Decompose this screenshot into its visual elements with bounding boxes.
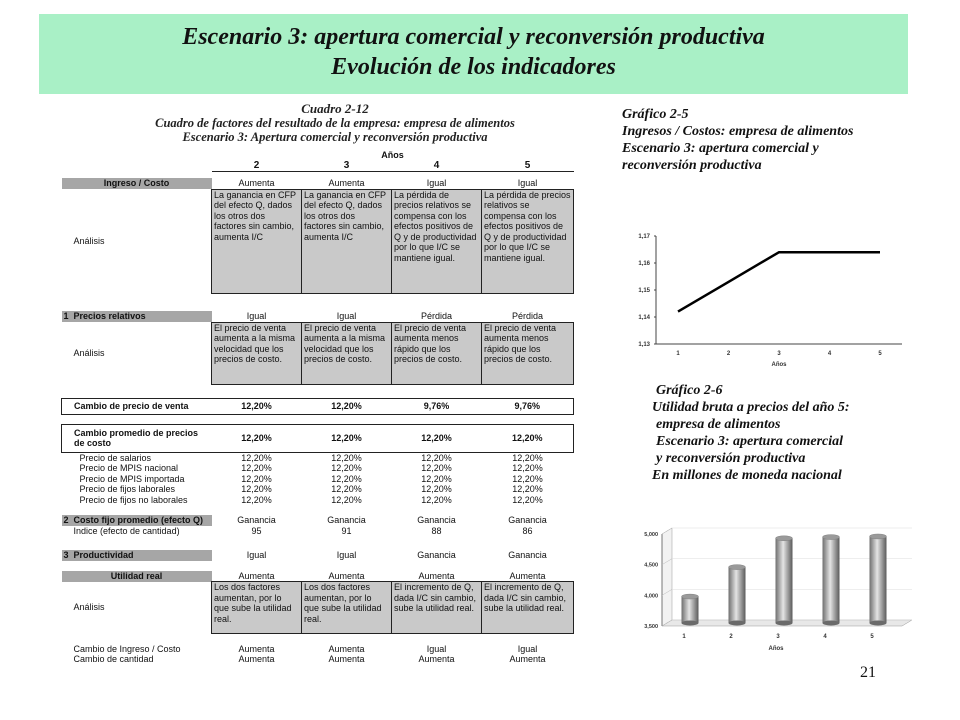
- cell: 12,20%: [392, 424, 482, 452]
- cell: Aumenta: [238, 178, 275, 188]
- cell: 9,76%: [482, 398, 574, 414]
- cell: Aumenta: [328, 654, 365, 664]
- row-number: 1: [63, 311, 69, 321]
- table-title: Cuadro 2-12: [301, 101, 369, 116]
- cell: Ganancia: [417, 515, 456, 525]
- factors-table: [61, 150, 574, 665]
- side-wall: [662, 528, 672, 626]
- cell: El incremento de Q, dada I/C sin cambio, sube la utilidad real.: [482, 582, 574, 634]
- x-tick-label: 1: [682, 634, 686, 640]
- slide-subtitle: Evolución de los indicadores: [331, 54, 616, 80]
- y-tick-label: 3,500: [644, 624, 658, 630]
- cell: Ganancia: [327, 515, 366, 525]
- row-label: Precio de salarios: [79, 452, 152, 463]
- bar-top: [870, 534, 887, 539]
- cell: Aumenta: [238, 570, 275, 581]
- years-label: Años: [381, 150, 404, 160]
- analysis-row: [62, 582, 574, 634]
- row-label: Precio de MPIS nacional: [79, 463, 179, 473]
- x-tick-label: 5: [878, 351, 882, 357]
- analysis-row: [62, 189, 574, 293]
- cell: Igual: [426, 643, 447, 654]
- cell: 12,20%: [512, 473, 543, 484]
- table-row: [62, 474, 574, 485]
- x-tick-label: 5: [870, 634, 874, 640]
- cell: Aumenta: [328, 178, 365, 188]
- bar-base: [823, 621, 840, 626]
- table-row: [62, 644, 574, 655]
- table-row: [62, 550, 574, 561]
- table-row: [62, 424, 574, 452]
- x-axis-label: Años: [768, 646, 784, 652]
- y-tick-label: 1,17: [638, 234, 650, 240]
- bar: [823, 537, 840, 623]
- cell: Ganancia: [417, 550, 456, 560]
- table-heading: [70, 102, 600, 144]
- bar-top: [776, 536, 793, 541]
- years-header-row: [62, 150, 574, 161]
- row-label: Cambio de cantidad: [73, 654, 154, 664]
- cell: 12,20%: [212, 398, 302, 414]
- x-tick-label: 2: [729, 634, 733, 640]
- cell: Igual: [336, 550, 357, 560]
- cell: Los dos factores aumentan, por lo que sube la utilidad real.: [302, 582, 392, 634]
- cell: Aumenta: [328, 643, 365, 654]
- bar-base: [776, 621, 793, 626]
- y-tick-label: 4,500: [644, 562, 658, 569]
- cell: 12,20%: [512, 494, 543, 505]
- table-row: [62, 311, 574, 322]
- chart2-caption: Utilidad bruta a precios del año 5:: [652, 400, 850, 415]
- cell: 12,20%: [512, 484, 543, 494]
- cell: 12,20%: [331, 452, 362, 463]
- cell: 12,20%: [241, 494, 272, 505]
- x-tick-label: 1: [676, 351, 680, 357]
- table-row: [62, 484, 574, 495]
- cell: Pérdida: [511, 311, 544, 321]
- x-tick-label: 2: [726, 351, 731, 357]
- bar-top: [682, 594, 699, 599]
- chart1-scenario: Escenario 3: apertura comercial y: [622, 141, 819, 156]
- y-tick-label: 1,13: [638, 342, 650, 348]
- bar-base: [729, 621, 746, 626]
- x-tick-label: 4: [827, 351, 832, 357]
- year-col: 5: [482, 161, 574, 172]
- row-label: [62, 311, 212, 322]
- bar-top: [823, 535, 840, 540]
- bar: [682, 597, 699, 623]
- cell: Igual: [336, 311, 357, 321]
- cell: 12,20%: [421, 452, 452, 463]
- cell: 12,20%: [302, 398, 392, 414]
- row-label: Cambio promedio de precios de costo: [62, 424, 212, 452]
- cell: 12,20%: [212, 424, 302, 452]
- cell: Igual: [517, 643, 538, 654]
- cell: 12,20%: [512, 452, 543, 463]
- cell: 12,20%: [302, 424, 392, 452]
- table-row: [62, 452, 574, 463]
- slide-title: Escenario 3: apertura comercial y reconversión productiva: [182, 24, 765, 50]
- cell: 12,20%: [482, 424, 574, 452]
- cell: 91: [341, 525, 352, 536]
- table-row: [62, 398, 574, 414]
- chart2-company: empresa de alimentos: [656, 417, 781, 432]
- utilidad-bruta-bar-chart: [626, 522, 916, 662]
- cell: Ganancia: [237, 515, 276, 525]
- row-label-text: Costo fijo promedio (efecto Q): [73, 515, 204, 525]
- cell: Ganancia: [508, 515, 547, 525]
- analysis-row: [62, 322, 574, 384]
- cell: 12,20%: [421, 484, 452, 494]
- year-numbers-row: [62, 161, 574, 172]
- row-number: 3: [63, 550, 69, 560]
- cell: La ganancia en CFP del efecto Q, dados los otros dos factores sin cambio, aumenta I/C: [212, 189, 302, 293]
- cell: 12,20%: [512, 463, 543, 473]
- chart2-scenario-cont: y reconversión productiva: [656, 451, 806, 466]
- cell: 86: [522, 525, 533, 536]
- cell: 12,20%: [241, 473, 272, 484]
- row-label: Indice (efecto de cantidad): [73, 525, 180, 536]
- cell: El precio de venta aumenta a la misma velocidad que los precios de costo.: [212, 322, 302, 384]
- bar-top: [729, 565, 746, 570]
- row-label: Ingreso / Costo: [62, 178, 212, 189]
- cell: La pérdida de precios relativos se compensa con los efectos positivos de Q y de productividad por lo que I/C se mantiene igual.: [392, 189, 482, 293]
- cell: 12,20%: [421, 473, 452, 484]
- row-label: Análisis: [62, 322, 212, 384]
- cell: 12,20%: [241, 452, 272, 463]
- cell: 12,20%: [241, 484, 272, 494]
- series-line: [678, 252, 880, 311]
- cell: 12,20%: [331, 473, 362, 484]
- cell: La pérdida de precios relativos se compensa con los efectos positivos de Q y de productividad por lo que I/C se mantiene igual.: [482, 189, 574, 293]
- y-tick-label: 1,15: [638, 288, 650, 294]
- cell: 12,20%: [331, 484, 362, 494]
- cell: La ganancia en CFP del efecto Q, dados los otros dos factores sin cambio, aumenta I/C: [302, 189, 392, 293]
- cell: Igual: [246, 311, 267, 321]
- chart2-scenario: Escenario 3: apertura comercial: [656, 434, 844, 449]
- table-scenario: Escenario 3: Apertura comercial y reconversión productiva: [182, 130, 488, 144]
- cell: Aumenta: [509, 654, 546, 664]
- chart1-scenario-cont: reconversión productiva: [622, 158, 762, 173]
- row-label: Cambio de precio de venta: [62, 398, 212, 414]
- table-row: [62, 495, 574, 506]
- cell: 12,20%: [331, 494, 362, 505]
- table-row: [62, 178, 574, 189]
- bar-base: [870, 621, 887, 626]
- table-row: [62, 571, 574, 582]
- cell: Pérdida: [420, 311, 453, 321]
- x-axis-label: Años: [771, 362, 787, 368]
- table-row: [62, 515, 574, 526]
- cell: Ganancia: [508, 550, 547, 560]
- cell: El incremento de Q, dada I/C sin cambio, sube la utilidad real.: [392, 582, 482, 634]
- year-col: 4: [392, 161, 482, 172]
- ingresos-costos-line-chart: [620, 222, 910, 382]
- year-col: 2: [212, 161, 302, 172]
- cell: 12,20%: [241, 463, 272, 473]
- table-row: [62, 463, 574, 474]
- y-tick-label: 4,000: [644, 593, 658, 600]
- chart2-units: En millones de moneda nacional: [652, 468, 842, 483]
- cell: Aumenta: [238, 654, 275, 664]
- table-row: [62, 654, 574, 665]
- y-tick-label: 1,14: [638, 315, 650, 321]
- cell: Igual: [426, 178, 447, 188]
- cell: Aumenta: [418, 654, 455, 664]
- chart1-heading: [622, 106, 853, 174]
- row-label-text: Precios relativos: [73, 311, 146, 321]
- row-label: Análisis: [62, 189, 212, 293]
- cell: Aumenta: [238, 643, 275, 654]
- cell: 12,20%: [331, 463, 362, 473]
- cell: 95: [251, 525, 262, 536]
- cell: Aumenta: [328, 570, 365, 581]
- cell: Igual: [246, 550, 267, 560]
- row-label: Análisis: [62, 582, 212, 634]
- cell: Aumenta: [509, 570, 546, 581]
- row-label: Precio de MPIS importada: [79, 473, 185, 484]
- table-subtitle: Cuadro de factores del resultado de la empresa: empresa de alimentos: [155, 116, 515, 130]
- row-label: Utilidad real: [62, 571, 212, 582]
- bar: [776, 538, 793, 623]
- chart2-heading: [652, 382, 850, 484]
- x-tick-label: 3: [776, 634, 780, 640]
- row-label: [62, 550, 212, 561]
- cell: Aumenta: [418, 570, 455, 581]
- cell: Igual: [517, 178, 538, 188]
- row-label: Precio de fijos laborales: [79, 484, 176, 494]
- cell: El precio de venta aumenta a la misma velocidad que los precios de costo.: [302, 322, 392, 384]
- cell: El precio de venta aumenta menos rápido que los precios de costo.: [392, 322, 482, 384]
- row-label-text: Productividad: [73, 550, 134, 560]
- y-tick-label: 1,16: [638, 261, 650, 267]
- y-tick-label: 5,000: [644, 532, 658, 538]
- x-tick-label: 3: [777, 351, 781, 357]
- cost-price-subitems: [62, 452, 574, 505]
- x-tick-label: 4: [823, 634, 827, 640]
- cell: 9,76%: [392, 398, 482, 414]
- chart1-caption: Ingresos / Costos: empresa de alimentos: [622, 124, 854, 139]
- chart1-number: Gráfico 2-5: [622, 107, 689, 122]
- row-number: 2: [63, 515, 69, 525]
- row-label: Cambio de Ingreso / Costo: [73, 643, 181, 654]
- year-col: 3: [302, 161, 392, 172]
- cell: El precio de venta aumenta menos rápido que los precios de costo.: [482, 322, 574, 384]
- chart2-number: Gráfico 2-6: [656, 383, 723, 398]
- bar-base: [682, 621, 699, 626]
- table-row: [62, 526, 574, 537]
- cell: Los dos factores aumentan, por lo que sube la utilidad real.: [212, 582, 302, 634]
- cell: 88: [431, 525, 442, 536]
- bar: [870, 536, 887, 623]
- page-number: 21: [860, 664, 876, 681]
- row-label: Precio de fijos no laborales: [79, 494, 188, 505]
- cell: 12,20%: [421, 463, 452, 473]
- cell: 12,20%: [421, 494, 452, 505]
- bar: [729, 567, 746, 623]
- slide-banner: [39, 14, 908, 94]
- row-label: [62, 515, 212, 526]
